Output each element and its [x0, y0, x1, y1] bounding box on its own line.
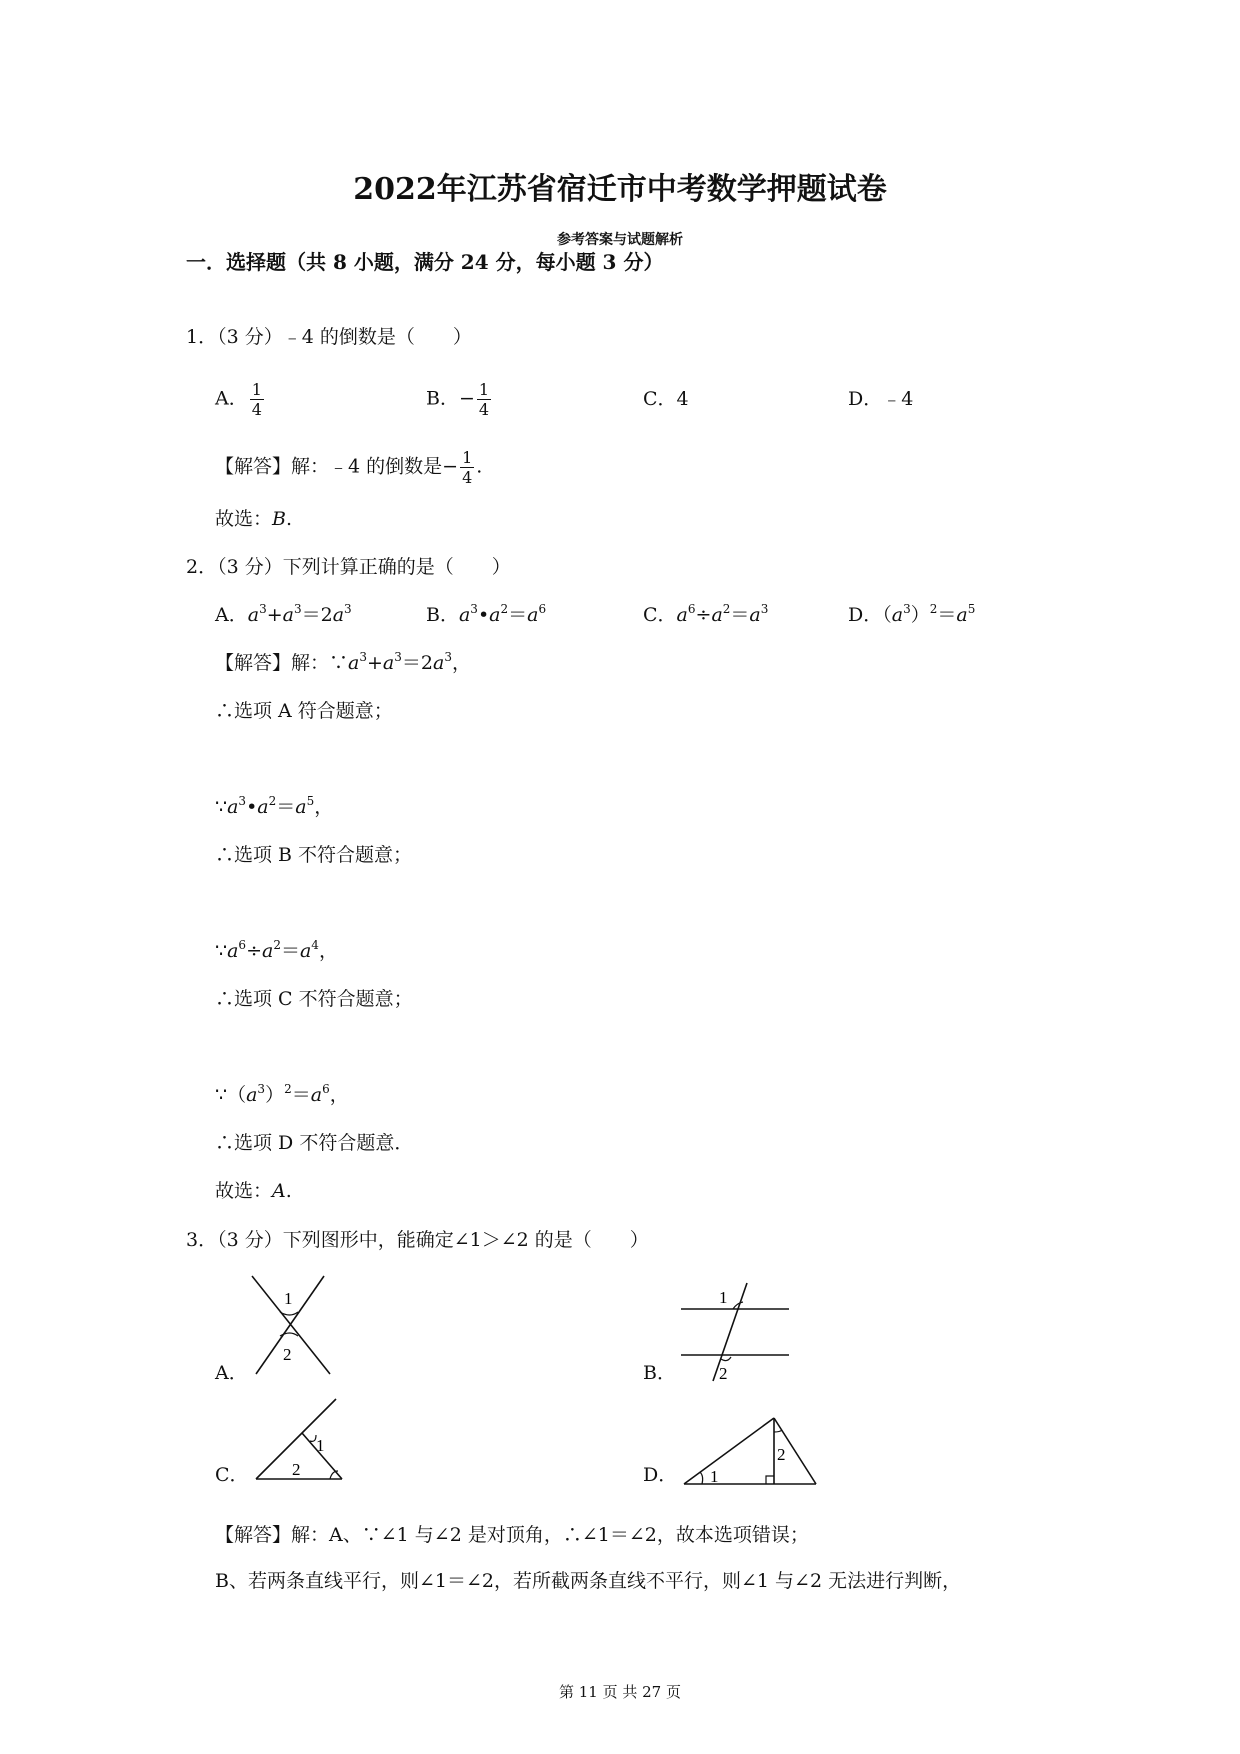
q1-option-a-fraction	[250, 380, 264, 419]
section-heading: 一．选择题（共 8 小题，满分 24 分，每小题 3 分）	[186, 250, 664, 274]
q2-option-b-letter: B．	[426, 604, 459, 626]
q3-figure-d-angle-2: 2	[777, 1445, 786, 1464]
q1-option-c: C．4	[643, 388, 689, 410]
q1-choice-letter: B	[272, 508, 286, 530]
q1-choice-label: 故选：	[215, 508, 273, 530]
q2-option-b: B．$a^3•a^2=a^6$	[426, 602, 547, 626]
q3-figure-d-angle-1: 1	[710, 1467, 719, 1486]
q3-figure-c-diagram	[250, 1395, 350, 1485]
q2-conclusion-d: ∴选项 D 不符合题意．	[215, 1132, 414, 1154]
q1-choice	[215, 504, 292, 531]
q3-answer-line-2: B、若两条直线平行，则∠1＝∠2，若所截两条直线不平行，则∠1 与∠2 无法进行判断，	[215, 1570, 962, 1592]
q2-option-c-letter: C．	[643, 604, 677, 626]
page-title: 2022年江苏省宿迁市中考数学押题试卷	[353, 172, 887, 207]
q2-choice-label: 故选：	[215, 1180, 273, 1202]
q3-stem: 3．（3 分）下列图形中，能确定∠1＞∠2 的是（ ）	[186, 1229, 649, 1251]
q3-figure-a-angle-1: 1	[284, 1289, 293, 1308]
q2-option-d: D．$(a^3)^2=a^5$	[848, 602, 976, 626]
q2-conclusion-c: ∴选项 C 不符合题意；	[215, 988, 413, 1010]
q1-option-a-numerator: 1	[251, 380, 262, 399]
q2-conclusion-a: ∴选项 A 符合题意；	[215, 700, 393, 722]
page-subtitle: 参考答案与试题解析	[557, 232, 683, 248]
q3-figure-a-label: A．	[215, 1362, 248, 1384]
q1-option-a-letter: A．	[215, 387, 248, 410]
q2-solution-b: $\because a^3•a^2=a^5$，	[215, 794, 334, 818]
q2-choice-end: .	[285, 1180, 292, 1202]
q2-option-a: A．$a^3+a^3=2a^3$	[215, 602, 352, 626]
q3-figure-c-angle-2: 2	[292, 1460, 301, 1479]
q2-solution-label: 【解答】解：	[215, 652, 330, 674]
q1-option-b	[426, 380, 493, 419]
q1-answer-prefix: 【解答】解：﹣4 的倒数是−	[215, 455, 459, 478]
q1-answer-denominator: 4	[462, 468, 473, 487]
q2-choice	[215, 1176, 292, 1203]
q1-stem: 1．（3 分）﹣4 的倒数是（ ）	[186, 326, 472, 348]
q1-option-a-denominator: 4	[251, 400, 262, 419]
q1-answer-numerator: 1	[462, 448, 473, 467]
q1-answer-fraction	[460, 448, 474, 487]
q3-figure-b-angle-1: 1	[719, 1288, 728, 1307]
q2-solution-c: $\because a^6\div a^2=a^4$，	[215, 938, 338, 962]
q3-figure-c-label: C．	[215, 1464, 249, 1486]
q1-option-b-denominator: 4	[478, 400, 490, 419]
q2-conclusion-b: ∴选项 B 不符合题意；	[215, 844, 413, 866]
q3-figure-b-angle-2: 2	[719, 1364, 728, 1383]
q2-solution-d: $\because(a^3)^2=a^6$，	[215, 1082, 349, 1106]
q1-option-d: D．﹣4	[848, 388, 914, 410]
q3-figure-b-diagram	[675, 1275, 795, 1385]
q2-solution-a: 【解答】解：$\because a^3+a^3=2a^3$，	[215, 650, 471, 674]
q1-option-b-letter: B．−	[426, 387, 475, 410]
q3-figure-a-diagram	[240, 1270, 340, 1380]
q1-option-b-fraction	[477, 380, 491, 419]
q3-figure-c-angle-1: 1	[316, 1436, 325, 1455]
q2-option-a-letter: A．	[215, 604, 248, 626]
q3-figure-d-diagram	[680, 1410, 820, 1490]
q3-figure-d-label: D．	[643, 1464, 678, 1486]
q2-stem: 2．（3 分）下列计算正确的是（ ）	[186, 556, 511, 578]
q1-answer-suffix: .	[476, 455, 483, 478]
q2-option-c: C．$a^6\div a^2=a^3$	[643, 602, 769, 626]
q1-answer	[215, 448, 482, 487]
q2-choice-letter: A	[272, 1180, 286, 1202]
q1-option-a	[215, 380, 266, 419]
q3-figure-a-angle-2: 2	[283, 1345, 292, 1364]
q1-option-b-numerator: 1	[478, 380, 490, 399]
q2-option-d-letter: D．	[848, 604, 883, 626]
q3-figure-b-label: B．	[643, 1362, 676, 1384]
page-number: 第 11 页 共 27 页	[558, 1683, 681, 1701]
q1-choice-end: .	[285, 508, 293, 530]
q3-answer-line-1: 【解答】解：A、∵∠1 与∠2 是对顶角，∴∠1＝∠2，故本选项错误；	[215, 1524, 809, 1546]
